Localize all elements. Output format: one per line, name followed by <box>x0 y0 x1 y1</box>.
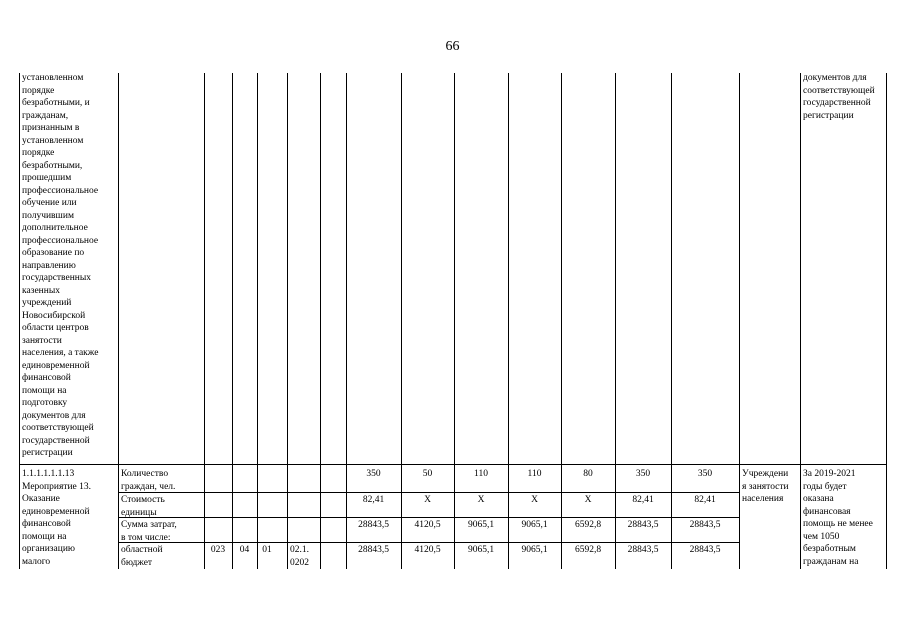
cell-2021: 9065,1 <box>521 545 548 555</box>
cell-csr: 02.1. 0202 <box>290 545 309 568</box>
cell-sum1: 82,41 <box>632 495 654 505</box>
row-divider <box>118 542 739 543</box>
col-divider <box>800 73 801 569</box>
cell-rz: 04 <box>239 545 250 555</box>
cell-sum1: 28843,5 <box>627 545 659 555</box>
row-divider <box>19 464 887 465</box>
col-divider <box>232 73 233 569</box>
measure-title: 1.1.1.1.1.1.13 Мероприятие 13. Оказание единовременной финансовой помощи на организацию малого <box>22 469 92 567</box>
cell-2022: Х <box>584 495 592 505</box>
cell-grbs: 023 <box>210 545 226 555</box>
cell-2022: 80 <box>583 469 593 479</box>
row-name: Сумма затрат, в том числе: <box>121 520 177 543</box>
cell-2019: Х <box>424 495 431 505</box>
cell-sum2: 350 <box>697 469 713 479</box>
cell-2020: 9065,1 <box>467 520 495 530</box>
page-number: 66 <box>445 39 460 54</box>
cell-2021: Х <box>531 495 538 505</box>
cell-total: 82,41 <box>362 495 385 505</box>
continued-result: документов для соответствующей государственной регистрации <box>803 73 875 121</box>
cell-2019: 4120,5 <box>414 545 441 555</box>
row-name: Стоимость единицы <box>121 495 165 518</box>
cell-2019: 50 <box>422 469 433 479</box>
continued-description: установленном порядке безработными, и гражданам, признанным в установленном порядке безработными, прошедшим профессиональное обучение или получившим дополнительное профессиональное образование по направлению государственных казенных учреждений Новосибирской области центров занятости населения, а также единовременной финансовой помощи на подготовку документов для соответствующей государственной регистрации <box>22 73 99 458</box>
cell-2019: 4120,5 <box>414 520 441 530</box>
row-name: областной бюджет <box>121 545 163 568</box>
cell-2020: 9065,1 <box>467 545 495 555</box>
row-divider <box>118 492 739 493</box>
cell-2020: 110 <box>474 469 488 479</box>
cell-2021: 9065,1 <box>521 520 548 530</box>
col-divider <box>204 73 205 569</box>
col-divider <box>118 73 119 569</box>
col-divider <box>257 73 258 569</box>
cell-2022: 6592,8 <box>574 545 602 555</box>
table-border-left <box>19 73 20 569</box>
cell-2020: Х <box>477 495 485 505</box>
cell-2022: 6592,8 <box>574 520 602 530</box>
cell-sum2: 28843,5 <box>689 520 721 530</box>
row-divider <box>118 517 739 518</box>
cell-sum1: 350 <box>635 469 651 479</box>
cell-sum2: 82,41 <box>694 495 716 505</box>
col-divider <box>287 73 288 569</box>
col-divider <box>739 73 740 569</box>
col-divider <box>320 73 321 569</box>
cell-total: 28843,5 <box>358 545 389 555</box>
cell-sum2: 28843,5 <box>689 545 721 555</box>
measure-executor: Учреждени я занятости населения <box>742 469 789 504</box>
measure-result: За 2019-2021 годы будет оказана финансовая помощь не менее чем 1050 безработным гражданам на <box>803 469 873 567</box>
cell-sum1: 28843,5 <box>627 520 659 530</box>
cell-total: 28843,5 <box>358 520 389 530</box>
cell-2021: 110 <box>527 469 542 479</box>
cell-total: 350 <box>366 469 381 479</box>
row-name: Количество граждан, чел. <box>121 469 176 492</box>
cell-pr: 01 <box>262 545 272 555</box>
